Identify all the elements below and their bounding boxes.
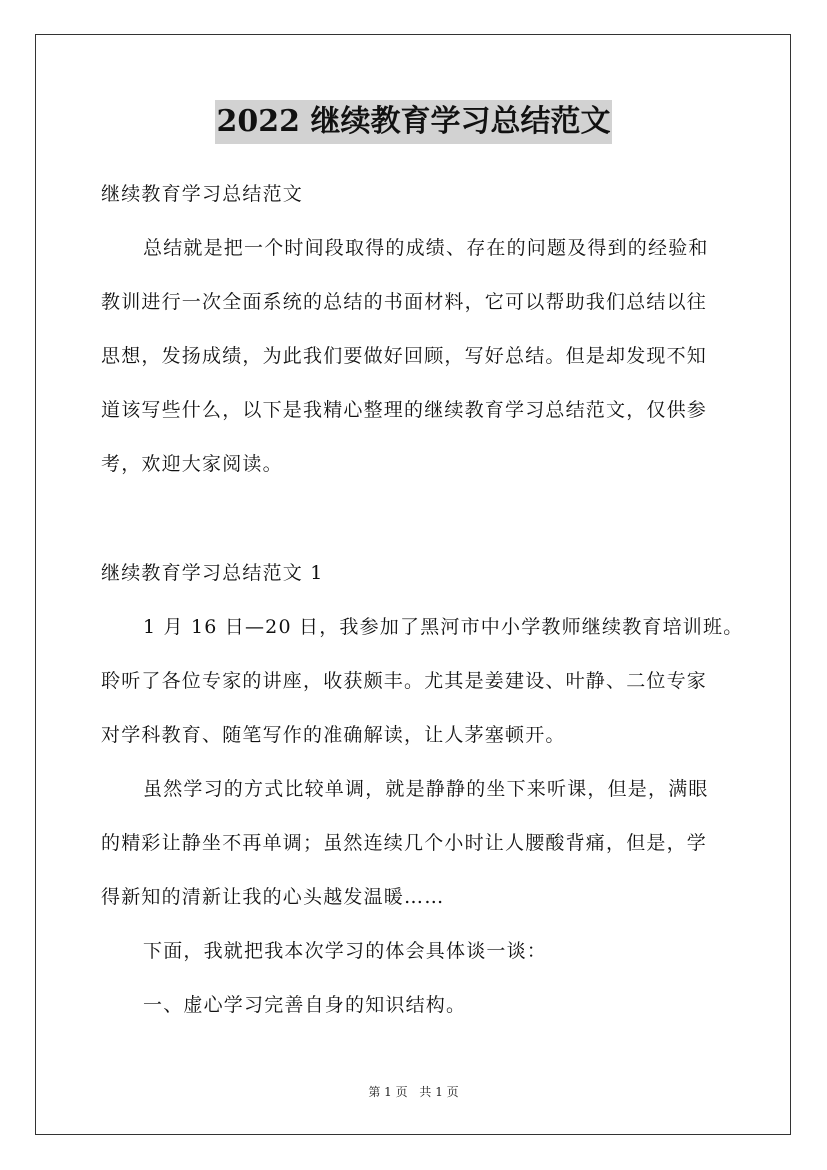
paragraph-line: 对学科教育、随笔写作的准确解读，让人茅塞顿开。 bbox=[101, 724, 566, 746]
paragraph-line: 虽然学习的方式比较单调，就是静静的坐下来听课，但是，满眼 bbox=[143, 778, 709, 800]
intro-line: 道该写些什么，以下是我精心整理的继续教育学习总结范文，仅供参 bbox=[101, 399, 708, 421]
subtitle: 继续教育学习总结范文 bbox=[101, 183, 304, 205]
page-footer bbox=[0, 1084, 827, 1100]
paragraph-line: 聆听了各位专家的讲座，收获颇丰。尤其是姜建设、叶静、二位专家 bbox=[101, 670, 708, 692]
paragraph-line: 1 月 16 日—20 日，我参加了黑河市中小学教师继续教育培训班。 bbox=[143, 616, 744, 638]
intro-line: 考，欢迎大家阅读。 bbox=[101, 453, 283, 475]
intro-line: 教训进行一次全面系统的总结的书面材料，它可以帮助我们总结以往 bbox=[101, 291, 708, 313]
paragraph-line: 的精彩让静坐不再单调；虽然连续几个小时让人腰酸背痛，但是，学 bbox=[101, 832, 708, 854]
page-number-current: 第 1 页 bbox=[368, 1085, 408, 1099]
section-heading: 继续教育学习总结范文 1 bbox=[101, 562, 324, 584]
paragraph-line: 得新知的清新让我的心头越发温暖…… bbox=[101, 886, 445, 908]
intro-line: 思想，发扬成绩，为此我们要做好回顾，写好总结。但是却发现不知 bbox=[101, 345, 708, 367]
intro-line: 总结就是把一个时间段取得的成绩、存在的问题及得到的经验和 bbox=[143, 237, 709, 259]
paragraph-line: 一、虚心学习完善自身的知识结构。 bbox=[143, 994, 467, 1016]
paragraph-line: 下面，我就把我本次学习的体会具体谈一谈： bbox=[143, 940, 548, 962]
page-number-total: 共 1 页 bbox=[419, 1085, 459, 1099]
document-title: 2022 继续教育学习总结范文 bbox=[215, 100, 613, 144]
document-title-wrapper bbox=[0, 100, 827, 148]
